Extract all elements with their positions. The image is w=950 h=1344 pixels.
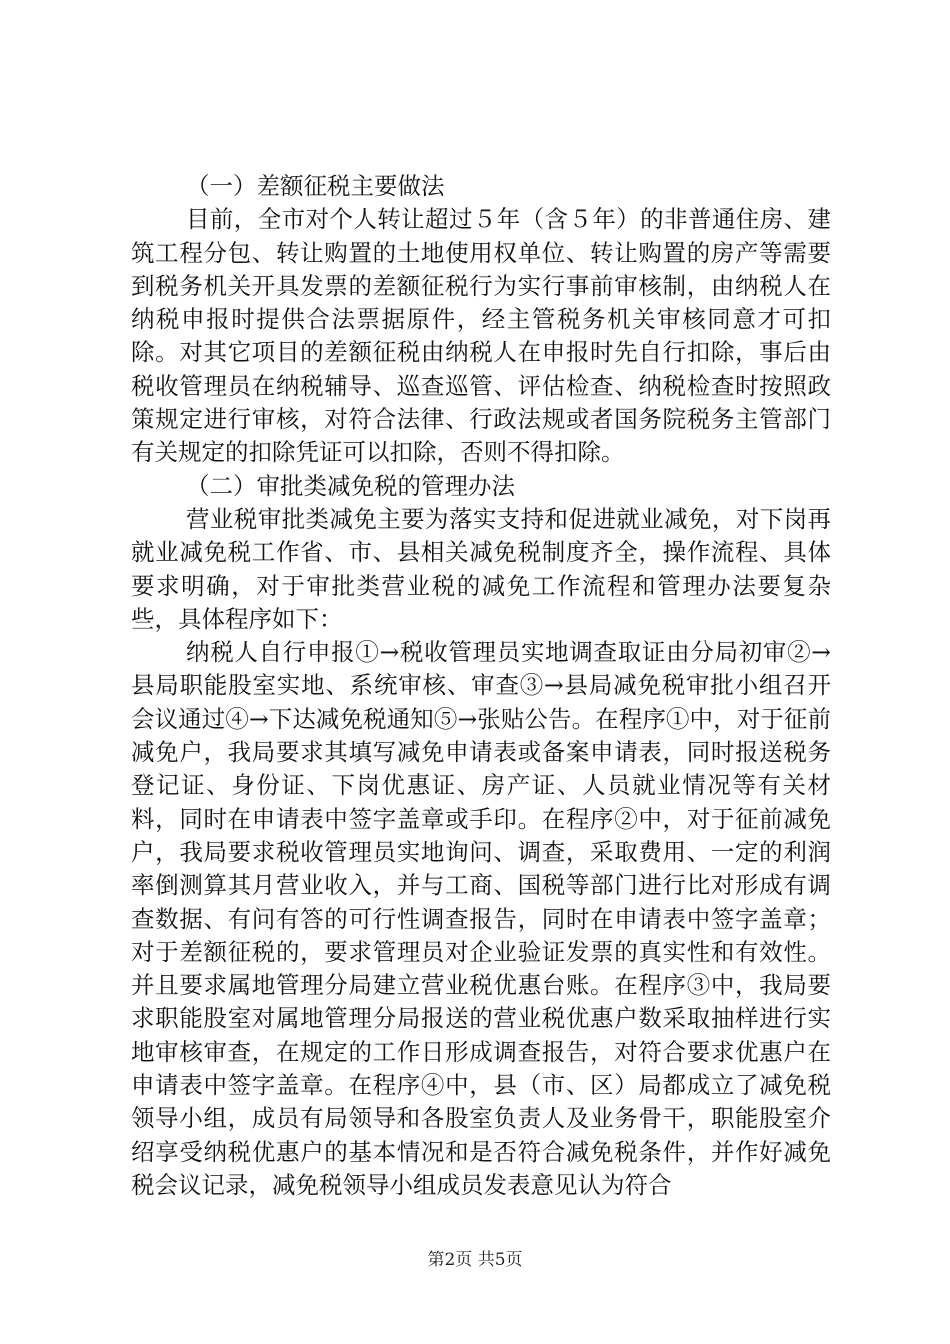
section-heading-1: （一）差额征税主要做法 [186, 172, 445, 200]
section-1-paragraph-1: 目前，全市对个人转让超过５年（含５年）的非普通住房、建筑工程分包、转让购置的土地使用权单位、转让购置的房产等需要到税务机关开具发票的差额征税行为实行事前审核制，由纳税人在纳税申报时提供合法票据原件，经主管税务机关审核同意才可扣除。对其它项目的差额征税由纳税人在申报时先自行扣除，事后由税收管理员在纳税辅导、巡查巡管、评估检查、纳税检查时按照政策规定进行审核，对符合法律、行政法规或者国务院税务主管部门有关规定的扣除凭证可以扣除，否则不得扣除。 [131, 205, 831, 467]
section-heading-2: （二）审批类减免税的管理办法 [186, 471, 515, 500]
page-number-footer: 第2页 共5页 [427, 1250, 523, 1270]
section-2-paragraph-1: 营业税审批类减免主要为落实支持和促进就业减免，对下岗再就业减免税工作省、市、县相关减免税制度齐全，操作流程、具体要求明确，对于审批类营业税的减免工作流程和管理办法要复杂些，具体程序如下： [131, 504, 831, 633]
section-2-paragraph-2: 纳税人自行申报①→税收管理员实地调查取证由分局初审②→县局职能股室实地、系统审核、审查③→县局减免税审批小组召开会议通过④→下达减免税通知⑤→张贴公告。在程序①中，对于征前减免户，我局要求其填写减免申请表或备案申请表，同时报送税务登记证、身份证、下岗优惠证、房产证、人员就业情况等有关材料，同时在申请表中签字盖章或手印。在程序②中，对于征前减免户，我局要求税收管理员实地询问、调查，采取费用、一定的利润率倒测算其月营业收入，并与工商、国税等部门进行比对形成有调查数据、有问有答的可行性调查报告，同时在申请表中签字盖章；对于差额征税的，要求管理员对企业验证发票的真实性和有效性。并且要求属地管理分局建立营业税优惠台账。在程序③中，我局要求职能股室对属地管理分局报送的营业税优惠户数采取抽样进行实地审核审查，在规定的工作日形成调查报告，对符合要求优惠户在申请表中签字盖章。在程序④中，县（市、区）局都成立了减免税领导小组，成员有局领导和各股室负责人及业务骨干，职能股室介绍享受纳税优惠户的基本情况和是否符合减免税条件，并作好减免税会议记录，减免税领导小组成员发表意见认为符合 [131, 638, 831, 1199]
document-body [131, 170, 831, 1202]
